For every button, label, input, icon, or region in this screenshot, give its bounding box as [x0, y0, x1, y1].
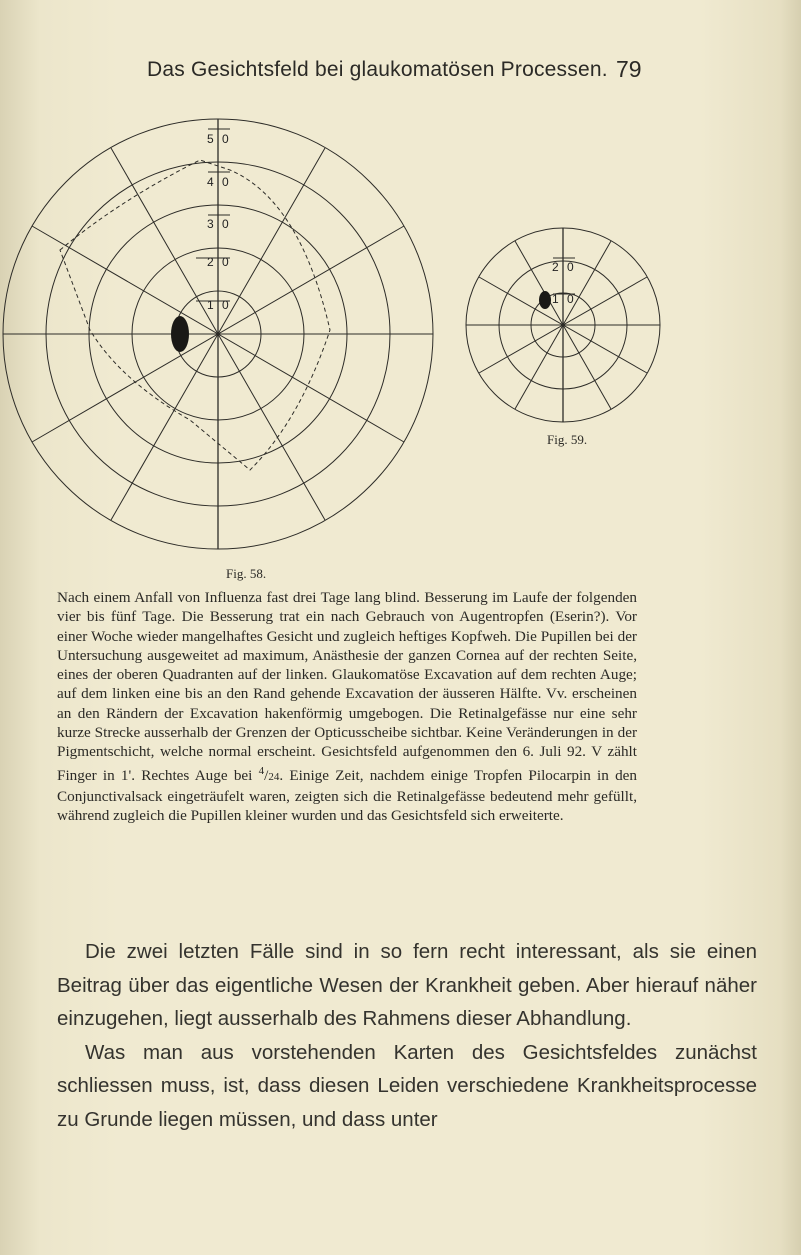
case-text-end: . Einige Zeit, nachdem einige Tropfen Pilocarpin in den Conjunctivalsack eingeträufelt waren, zeigten sich die Retinalgefässe bedeutend mehr gefüllt, während zugleich die Pupillen kleiner wurden und das Gesichtsfeld sich erweiterte. [57, 766, 638, 825]
fig58-label-right-2: 0 [222, 255, 229, 269]
fig59-blind-spot [539, 291, 551, 309]
figures-svg [0, 0, 801, 600]
main-paragraph-2: Was man aus vorstehenden Karten des Gesichtsfeldes zunächst schliessen muss, ist, dass diesen Leiden verschiedene Krankheitsprocesse zu Grunde liegen müssen, und dass unter [57, 1040, 757, 1131]
fraction-denominator: 24 [268, 770, 280, 783]
fig58-label-left-5: 5 [207, 132, 214, 146]
fig58-label-left-1: 1 [207, 298, 214, 312]
main-text [57, 935, 757, 1136]
fig58-label-right-1: 0 [222, 298, 229, 312]
fig58-label-left-4: 4 [207, 175, 214, 189]
fig59-caption: Fig. 59. [547, 432, 588, 447]
page-number: 79 [616, 56, 642, 82]
fig58-label-right-5: 0 [222, 132, 229, 146]
fig58-field-boundary [60, 160, 330, 470]
fig58-label-left-3: 3 [207, 217, 214, 231]
case-text-main: Nach einem Anfall von Influenza fast drei Tage lang blind. Besserung im Laufe der folgenden vier bis fünf Tage. Die Besserung trat ein nach Gebrauch von Augentropfen (Eserin?). Vor einer Woche wieder mangelhaftes Gesicht und zugleich heftiges Kopfweh. Die Pupillen bei der Untersuchung ausgeweitet ad maximum, Anästhesie der ganzen Cornea auf der rechten Seite, eines der oberen Quadranten auf der linken. Glaukomatöse Excavation auf dem rechten Auge; auf dem linken eine bis an den Rand gehende Excavation der äusseren Hälfte. Vv. erscheinen an den Rändern der Excavation hakenförmig umgebogen. Die Retinalgefässe nur eine sehr kurze Strecke ausserhalb der Grenzen der Opticusscheibe sichtbar. Keine Veränderungen in der Pigmentschicht, welche normal erscheint. Gesichtsfeld aufgenommen den 6. Juli 92. V zählt Finger in 1'. Rechtes Auge bei [57, 589, 637, 784]
fig58-blind-spot [171, 316, 189, 352]
fig58-label-left-2: 2 [207, 255, 214, 269]
main-paragraph-1: Die zwei letzten Fälle sind in so fern recht interessant, als sie einen Beitrag über das eigentliche Wesen der Krankheit geben. Aber hierauf näher einzugehen, liegt ausserhalb des Rahmens dieser Abhandlung. [57, 940, 757, 1030]
fig58-label-right-4: 0 [222, 175, 229, 189]
fig59-label-right-2: 0 [567, 260, 574, 274]
fig58-perimeter-chart [3, 119, 433, 549]
fig59-label-right-1: 0 [567, 292, 574, 306]
fraction-numerator: 4 [258, 764, 265, 777]
running-title: Das Gesichtsfeld bei glaukomatösen Processen. [147, 58, 608, 81]
fig59-perimeter-chart [466, 228, 660, 422]
fig58-caption: Fig. 58. [226, 566, 267, 581]
fig58-label-right-3: 0 [222, 217, 229, 231]
case-description-paragraph: Nach einem Anfall von Influenza fast drei Tage lang blind. Besserung im Laufe der folgenden vier bis fünf Tage. Die Besserung trat ein nach Gebrauch von Augentropfen (Eserin?). Vor einer Woche wieder mangelhaftes Gesicht und zugleich heftiges Kopfweh. Die Pupillen bei der Untersuchung ausgeweitet ad maximum, Anästhesie der ganzen Cornea auf der rechten Seite, eines der oberen Quadranten auf der linken. Glaukomatöse Excavation auf dem rechten Auge; auf dem linken eine bis an den Rand gehende Excavation der äusseren Hälfte. Vv. erscheinen an den Rändern der Excavation hakenförmig umgebogen. Die Retinalgefässe nur eine sehr kurze Strecke ausserhalb der Grenzen der Opticusscheibe sichtbar. Keine Veränderungen in der Pigmentschicht, welche normal erscheint. Gesichtsfeld aufgenommen den 6. Juli 92. V zählt Finger in 1'. Rechtes Auge bei $^4$/24. Einige Zeit, nachdem einige Tropfen Pilocarpin in den Conjunctivalsack eingeträufelt waren, zeigten sich die Retinalgefässe bedeutend mehr gefüllt, während zugleich die Pupillen kleiner wurden und das Gesichtsfeld sich erweiterte. [57, 589, 638, 825]
fig59-label-left-1: 1 [552, 292, 559, 306]
fig59-label-left-2: 2 [552, 260, 559, 274]
